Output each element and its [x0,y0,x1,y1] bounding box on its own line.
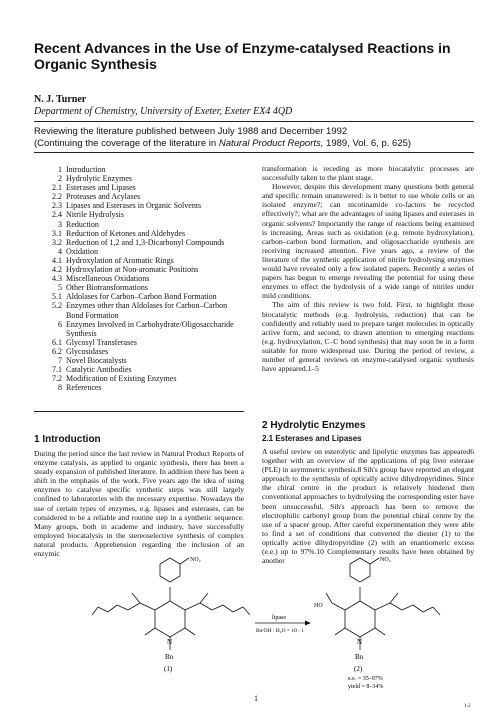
header-rule-bottom [34,152,474,153]
review-period-line: Reviewing the literature published between July 1988 and December 1992 [34,126,348,137]
article-title: Recent Advances in the Use of Enzyme-catalysed Reactions in Organic Synthesis [34,40,451,72]
review-period [34,126,474,150]
toc-entry [38,247,243,256]
toc-entry [38,174,243,183]
toc-title: Other Biotransformations [66,283,148,293]
toc-title: Glycosyl Transferases [66,337,137,347]
benzyl-label-2: Bn [355,653,364,661]
toc-entry [38,229,243,238]
intro-paragraph: During the period since the last review in Natural Product Reports of enzyme catalysis, as applied to organic synthesis, there has been a steady expansion of published literature. In addition there has been a shift in the emphasis of the work. Five years ago the idea of using enzymes to catalyse specific synthetic steps was still largely confined to laboratories with the necessary expertise. Nowadays the use of certain types of enzymes, e.g. lipases and esterases, can be considered to be a reliable and routine step in a synthetic sequence. Many groups, both in academe and industry, have successfully employed biocatalysis in the stereoselective synthesis of complex natural products. Apprehension regarding the inclusion of an enzymic [34,449,244,559]
hydroxyl-label: HO [314,603,323,609]
toc-title: Esterases and Lipases [66,183,136,193]
toc-number: 7.1 [52,365,62,375]
toc-title: Miscellaneous Oxidations [66,274,150,284]
intro-heading: 1 Introduction [34,434,101,445]
continuing-journal: Natural Product Reports, [218,138,324,149]
section2-column [262,447,474,565]
toc-title: Nitrile Hydrolysis [66,210,124,220]
toc-entry [38,220,243,229]
header-rule-top [34,121,474,122]
toc-title: Hydroxylation at Non-aromatic Positions [66,265,199,275]
toc-entry [38,292,243,301]
toc-number: 7.2 [52,374,62,384]
toc-title: Reduction of Ketones and Aldehydes [66,228,186,238]
toc-number: 1 [58,165,62,174]
reagent-label: lipase [272,615,286,621]
corner-mark: 1-2 [464,704,471,709]
conditions-label: BuᵗOH : H₂O = 10 : 1 [256,628,304,634]
toc-entry [38,265,243,274]
toc-number: 8 [58,383,62,393]
toc-number: 3.1 [52,228,62,238]
toc-entry [38,347,243,356]
product-structure [326,558,440,650]
toc-entry [38,338,243,347]
toc-entry [38,210,243,219]
toc-title: Reduction [66,219,99,229]
toc-title: Enzymes other than Aldolases for Carbon–Carbon Bond Formation [66,301,228,320]
toc-title: Oxidation [66,246,98,256]
toc-entry [38,274,243,283]
benzyl-label-1: Bn [165,653,174,661]
toc-entry [38,383,243,392]
toc-number: 6.1 [52,337,62,347]
table-of-contents [38,165,243,392]
reaction-scheme [90,555,490,690]
toc-entry [38,283,243,292]
toc-number: 4.1 [52,255,62,265]
toc-title: Lipases and Esterases in Organic Solvents [66,201,202,211]
toc-entry [38,356,243,365]
toc-title: Hydrolytic Enzymes [66,174,132,184]
toc-entry [38,301,243,319]
yield-label: yield = 8–34% [348,684,384,690]
toc-title: Proteases and Acylases [66,192,141,202]
ee-label: e.e. = 35–97% [348,676,383,682]
toc-number: 4.2 [52,265,62,275]
reaction-arrowhead [305,621,311,626]
toc-number: 3 [58,219,62,229]
toc-entry [38,365,243,374]
toc-number: 5 [58,283,62,293]
toc-number: 4 [58,246,62,256]
compound-2-label: (2) [354,665,363,673]
toc-entry [38,183,243,192]
right-paragraph-2: However, despite this development many questions both general and specific remain unanswered: is it better to use whole cells or an isolated enzyme?; can nicotinamide co-factors be recycled effectively?; what are the advantages of using lipases and esterases in organic solvents? Importantly the range of reactions being examined is increasing. Areas such as oxidation (e.g. remote hydroxylation), carbon–carbon bond formation, and oligosaccharide synthesis are receiving increased attention. Five years ago, a review of the literature of the synthetic application of nitrile hydrolysing enzymes would have revealed only a few isolated papers. Recently a series of papers has begun to emerge revealing the potential for using these enzymes to effect the hydrolysis of a wide range of nitriles under mild conditions. [262,182,474,301]
toc-entry [38,201,243,210]
nitrogen-label-1: N [167,638,173,646]
toc-number: 3.2 [52,237,62,247]
right-paragraph-1: transformation is receding as more biocatalytic processes are successfully taken to the plant stage. [262,164,474,183]
toc-number: 6.2 [52,346,62,356]
section2-paragraph: A useful review on esterolytic and lipolytic enzymes has appeared6 together with an overview of the applications of pig liver esterase (PLE) in asymmetric synthesis.8 Sih's group have reported an elegant approach to the synthesis of optically active dihydropyridines. Since the chiral centre in the product is relatively hindered then conventional approaches to hydrolysing the corresponding ester have been unsuccessful. Sih's approach has been to remove the electrophilic carbonyl group from the potential chiral centre by the use of a spacer group. After careful experimentation they were able to find a set of conditions that converted the diester (1) to the optically active dihydropyridine (2) with an enantiomeric excess (e.e.) up to 97%.10 Complementary results have been obtained by another [262,447,474,566]
toc-number: 5.2 [52,301,62,311]
toc-entry [38,165,243,174]
toc-number: 4.3 [52,274,62,284]
toc-number: 2.4 [52,210,62,220]
right-paragraph-3: The aim of this review is two fold. First, to highlight those biocatalytic methods (e.g. hydrolysis, reduction) that can be confidently and reliably used to prepare target molecules in optically active form, and second, to drawn attention to emerging reactions (e.g. hydroxylation, C–C bond synthesis) that may soon be in a form suitable for more widespread use. During the period of review, a number of general reviews on enzyme-catalysed organic synthesis have appeared.1–5 [262,300,474,374]
toc-entry [38,238,243,247]
page-number: 1 [254,694,258,703]
section2-heading: 2 Hydrolytic Enzymes [262,420,366,431]
toc-number: 6 [58,319,62,329]
toc-title: References [66,383,102,393]
toc-rule [34,411,244,412]
author-name: N. J. Turner [34,94,87,105]
right-column-top [262,164,474,373]
compound-1-label: (1) [164,665,173,673]
nitro-label-1: NO₂ [190,557,201,563]
nitro-label-2: NO₂ [380,557,391,563]
toc-number: 2.1 [52,183,62,193]
toc-title: Enzymes Involved in Carbohydrate/Oligosaccharide Synthesis [66,319,234,338]
toc-number: 2 [58,174,62,184]
toc-title: Introduction [66,165,106,174]
toc-entry [38,256,243,265]
toc-entry [38,320,243,338]
toc-number: 2.3 [52,201,62,211]
toc-number: 7 [58,355,62,365]
nitrogen-label-2: N [357,638,363,646]
toc-title: Novel Biocatalysts [66,355,127,365]
diester-structure [92,558,250,650]
continuing-line: (Continuing the coverage of the literature in Natural Product Reports, 1989, Vol. 6, p. 625) [34,138,412,149]
toc-title: Hydroxylation of Aromatic Rings [66,255,174,265]
toc-number: 5.1 [52,292,62,302]
intro-column [34,449,244,558]
toc-entry [38,374,243,383]
toc-title: Reduction of 1,2 and 1,3-Dicarbonyl Compounds [66,237,225,247]
author-affiliation: Department of Chemistry, University of Exeter, Exeter EX4 4QD [34,106,293,117]
section2-1-heading: 2.1 Esterases and Lipases [262,434,362,443]
toc-title: Catalytic Antibodies [66,365,132,375]
toc-title: Aldolases for Carbon–Carbon Bond Formation [66,292,217,302]
toc-entry [38,192,243,201]
toc-title: Modification of Existing Enzymes [66,374,177,384]
toc-number: 2.2 [52,192,62,202]
toc-title: Glycosidases [66,346,109,356]
